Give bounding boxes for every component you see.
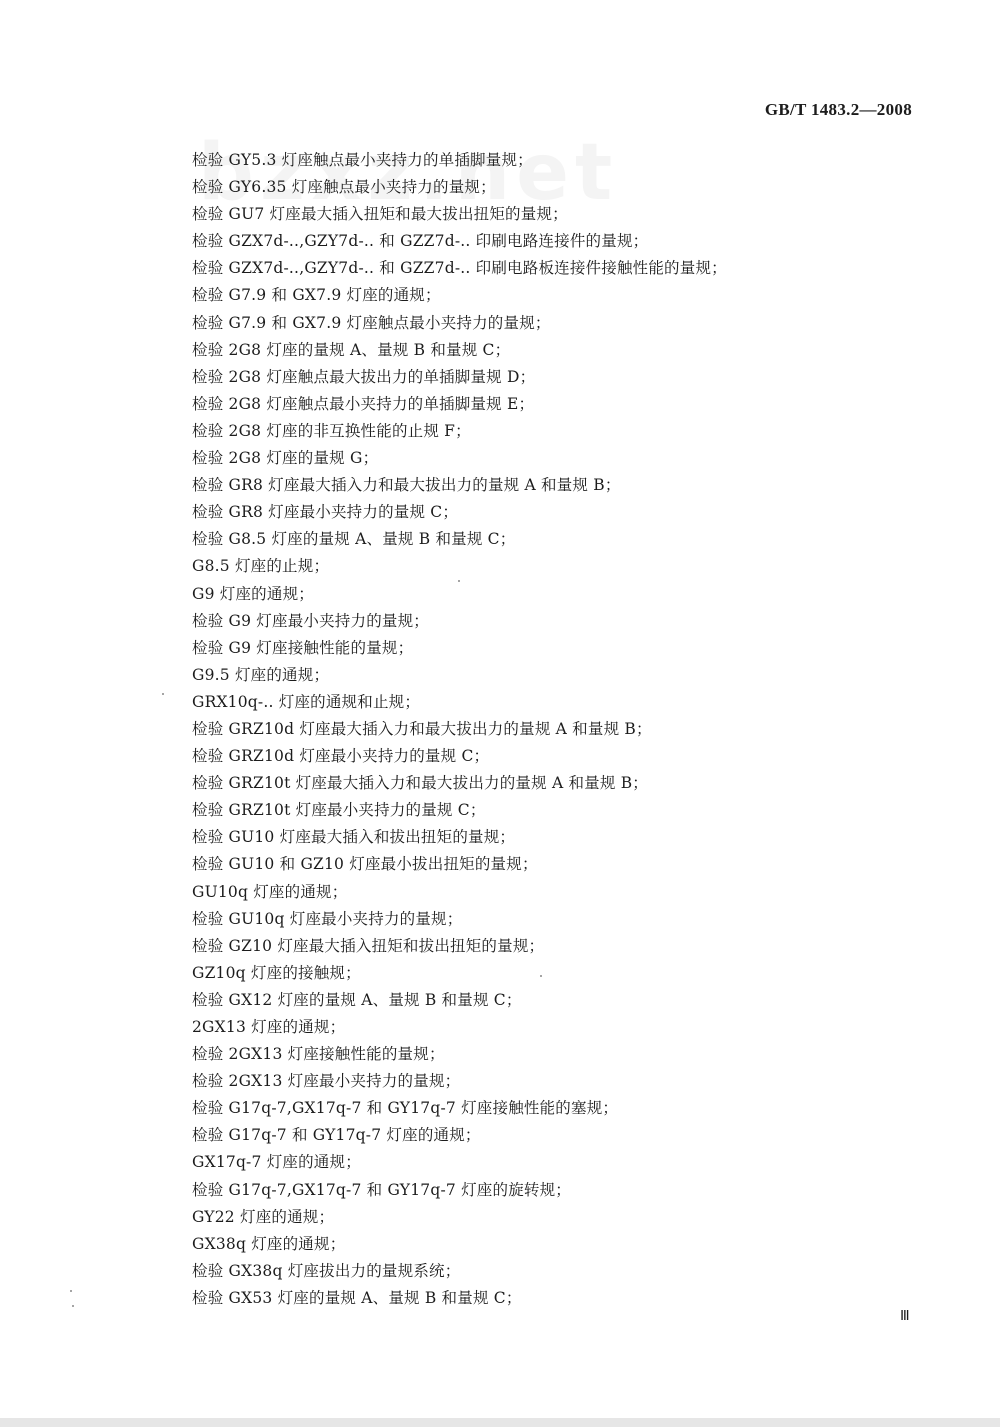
list-item: 检验 G17q-7 和 GY17q-7 灯座的通规； [192, 1126, 481, 1145]
list-item: G9.5 灯座的通规； [192, 665, 330, 684]
list-item: G9 灯座的通规； [192, 584, 314, 603]
list-item: GRX10q-.. 灯座的通规和止规； [192, 692, 421, 711]
scan-speck [162, 693, 164, 695]
list-item: 检验 G17q-7,GX17q-7 和 GY17q-7 灯座的旋转规； [192, 1180, 572, 1199]
list-item: 检验 GR8 灯座最小夹持力的量规 C； [192, 503, 459, 522]
list-item: 检验 GZX7d-..,GZY7d-.. 和 GZZ7d-.. 印刷电路板连接件接触性能的量规； [192, 259, 727, 278]
list-item: 检验 2GX13 灯座最小夹持力的量规； [192, 1072, 461, 1091]
scan-edge [0, 1418, 1000, 1427]
list-item: 检验 2G8 灯座触点最小夹持力的单插脚量规 E； [192, 394, 535, 413]
list-item: 检验 GZX7d-..,GZY7d-.. 和 GZZ7d-.. 印刷电路连接件的量规； [192, 232, 649, 251]
scan-speck [70, 1290, 72, 1292]
list-item: 检验 GRZ10d 灯座最大插入力和最大拔出力的量规 A 和量规 B； [192, 719, 652, 738]
list-item: 检验 GY5.3 灯座触点最小夹持力的单插脚量规； [192, 151, 533, 169]
list-item: GX17q-7 灯座的通规； [192, 1153, 361, 1172]
list-item: GX38q 灯座的通规； [192, 1234, 346, 1253]
list-item: 检验 GRZ10t 灯座最小夹持力的量规 C； [192, 801, 486, 820]
list-item: 检验 G9 灯座最小夹持力的量规； [192, 611, 429, 630]
scan-speck [72, 1305, 74, 1307]
list-item: 检验 2GX13 灯座接触性能的量规； [192, 1045, 445, 1064]
list-item: 检验 GU10q 灯座最小夹持力的量规； [192, 909, 463, 928]
list-item: 检验 G17q-7,GX17q-7 和 GY17q-7 灯座接触性能的塞规； [192, 1099, 619, 1118]
page-number: Ⅲ [900, 1309, 910, 1324]
gauge-list [192, 147, 727, 1312]
list-item: 检验 GU10 灯座最大插入和拔出扭矩的量规； [192, 828, 516, 847]
list-item: GY22 灯座的通规； [192, 1207, 335, 1226]
list-item: 2GX13 灯座的通规； [192, 1018, 346, 1036]
standard-number: GB/T 1483.2—2008 [764, 100, 912, 119]
list-item: 检验 G8.5 灯座的量规 A、量规 B 和量规 C； [192, 530, 516, 549]
list-item: 检验 2G8 灯座的非互换性能的止规 F； [192, 421, 471, 440]
list-item: 检验 GR8 灯座最大插入力和最大拔出力的量规 A 和量规 B； [192, 476, 621, 495]
list-item: 检验 GX38q 灯座拔出力的量规系统； [192, 1261, 461, 1280]
list-item: 检验 GX12 灯座的量规 A、量规 B 和量规 C； [192, 990, 522, 1009]
list-item: 检验 GRZ10t 灯座最大插入力和最大拔出力的量规 A 和量规 B； [192, 774, 648, 793]
list-item: 检验 2G8 灯座的量规 A、量规 B 和量规 C； [192, 340, 511, 359]
list-item: 检验 G9 灯座接触性能的量规； [192, 638, 414, 657]
list-item: 检验 2G8 灯座触点最大拔出力的单插脚量规 D； [192, 367, 536, 386]
list-item: GZ10q 灯座的接触规； [192, 963, 361, 982]
list-item: G8.5 灯座的止规； [192, 557, 330, 576]
list-item: 检验 GZ10 灯座最大插入扭矩和拔出扭矩的量规； [192, 936, 545, 955]
list-item: 检验 G7.9 和 GX7.9 灯座触点最小夹持力的量规； [192, 313, 551, 332]
scan-speck [540, 975, 542, 977]
list-item: 检验 GY6.35 灯座触点最小夹持力的量规； [192, 178, 496, 197]
list-item: 检验 GRZ10d 灯座最小夹持力的量规 C； [192, 747, 490, 766]
list-item: 检验 GU10 和 GZ10 灯座最小拔出扭矩的量规； [192, 855, 538, 874]
scan-speck [458, 580, 460, 582]
list-item: 检验 2G8 灯座的量规 G； [192, 449, 379, 468]
list-item: 检验 GU7 灯座最大插入扭矩和最大拔出扭矩的量规； [192, 205, 568, 224]
list-item: 检验 G7.9 和 GX7.9 灯座的通规； [192, 286, 441, 305]
list-item: GU10q 灯座的通规； [192, 882, 348, 901]
list-item: 检验 GX53 灯座的量规 A、量规 B 和量规 C； [192, 1288, 522, 1307]
